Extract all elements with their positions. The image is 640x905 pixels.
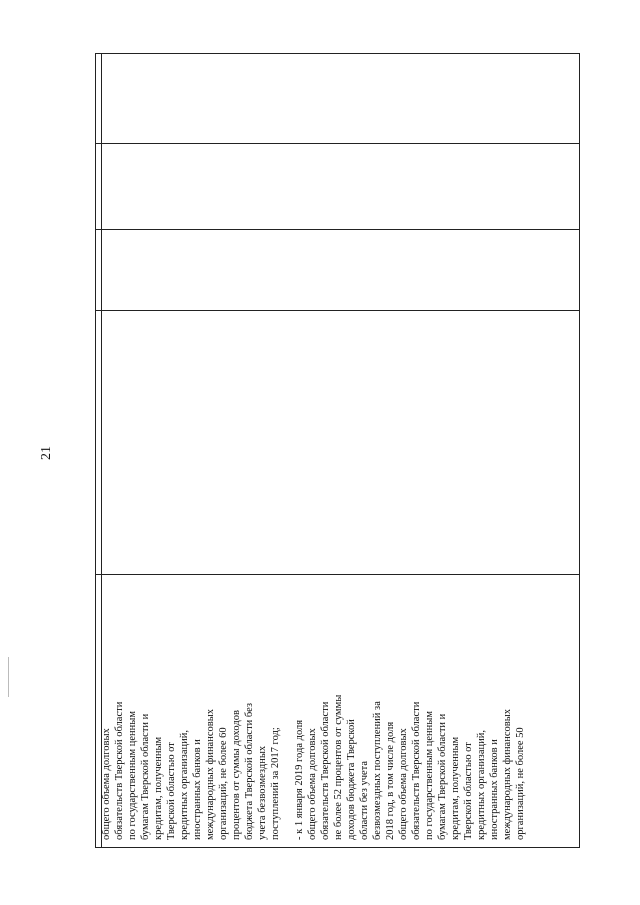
rotated-cell	[100, 575, 526, 840]
cell-paragraph-1: общего объема долговых обязательств Тверской области по государственным ценным бумагам Тверской области и кредитам, полученным Тверской областью от кредитных организаций, иностранных банков и международных финансовых организаций, не более 60 процентов от суммы доходов бюджета Тверской области без учета безвозмездных поступлений за 2017 год;	[101, 701, 281, 840]
rotated-cell-content	[100, 575, 526, 840]
cell-paragraph-2: - к 1 января 2019 года доля общего объема долговых обязательств Тверской области не более 52 процентов от суммы доходов бюджета Тверской области без учета безвозмездных поступлений за 2018 год, в том числе доля общего объема долговых обязательств Тверской области по государственным ценным бумагам Тверской области и кредитам, полученным Тверской областью от кредитных организаций, иностранных банков и международных финансовых организаций, не более 50	[294, 694, 526, 840]
row-divider-2	[96, 229, 579, 230]
row-divider-1	[96, 143, 579, 144]
row-divider-3	[96, 310, 579, 311]
scan-edge-mark	[8, 657, 9, 697]
page-number: 21	[39, 446, 54, 460]
